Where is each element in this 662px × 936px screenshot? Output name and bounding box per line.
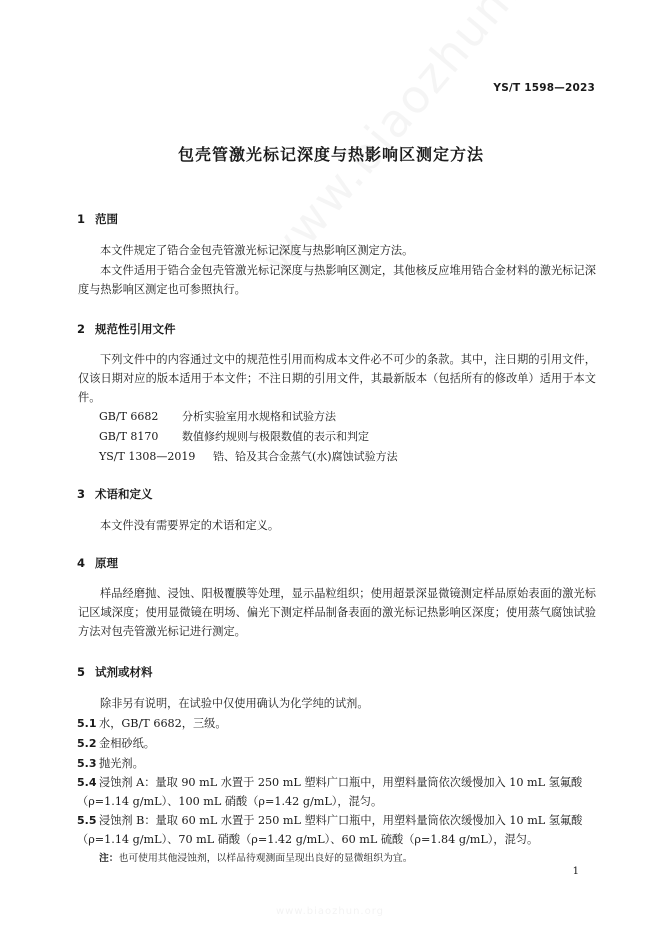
list-item bbox=[77, 734, 597, 753]
section-4-heading bbox=[77, 555, 118, 571]
reference-code: GB/T 8170 bbox=[99, 430, 159, 443]
reference-item bbox=[99, 448, 398, 464]
section-5-heading bbox=[77, 664, 153, 680]
note-text: 也可使用其他浸蚀剂，以样品待观测面呈现出良好的显微组织为宜。 bbox=[118, 853, 413, 864]
item-text: 浸蚀剂 A：量取 90 mL 水置于 250 mL 塑料广口瓶中，用塑料量筒依次缓慢加入 10 mL 氢氟酸（ρ=1.14 g/mL）、100 mL 硝酸（ρ=1.42 g/mL），混匀。 bbox=[77, 776, 583, 808]
standard-number: YS/T 1598—2023 bbox=[493, 82, 595, 94]
section-2-paragraph-1: 下列文件中的内容通过文中的规范性引用而构成本文件必不可少的条款。其中，注日期的引用文件，仅该日期对应的版本适用于本文件；不注日期的引用文件，其最新版本（包括所有的修改单）适用于本文件。 bbox=[78, 353, 596, 404]
list-item bbox=[77, 773, 597, 811]
section-title: 试剂或材料 bbox=[95, 665, 153, 679]
section-4-paragraph-1: 样品经磨抛、浸蚀、阳极覆膜等处理，显示晶粒组织；使用超景深显微镜测定样品原始表面的激光标记区域深度；使用显微镜在明场、偏光下测定样品制备表面的激光标记热影响区深度；使用蒸气腐蚀试验方法对包壳管激光标记进行测定。 bbox=[78, 587, 596, 638]
section-title: 术语和定义 bbox=[95, 487, 153, 501]
item-text: 浸蚀剂 B：量取 60 mL 水置于 250 mL 塑料广口瓶中，用塑料量筒依次缓慢加入 10 mL 氢氟酸（ρ=1.14 g/mL）、70 mL 硝酸（ρ=1.42 g/mL）、60 mL 硫酸（ρ=1.84 g/mL），混匀。 bbox=[77, 814, 583, 846]
section-3-paragraph-1: 本文件没有需要界定的术语和定义。 bbox=[100, 519, 280, 532]
item-text: 金相砂纸。 bbox=[99, 737, 155, 750]
item-number: 5.1 bbox=[77, 717, 97, 730]
section-title: 范围 bbox=[95, 212, 118, 226]
section-number: 4 bbox=[77, 556, 86, 570]
section-1-heading bbox=[77, 211, 118, 227]
section-5-intro: 除非另有说明，在试验中仅使用确认为化学纯的试剂。 bbox=[100, 697, 369, 710]
item-text: 抛光剂。 bbox=[99, 757, 144, 770]
section-title: 原理 bbox=[95, 556, 118, 570]
note-label: 注： bbox=[99, 853, 119, 864]
reference-item bbox=[99, 408, 336, 424]
item-number: 5.4 bbox=[77, 776, 97, 789]
note bbox=[99, 850, 413, 864]
document-title: 包壳管激光标记深度与热影响区测定方法 bbox=[177, 145, 484, 164]
reference-code: YS/T 1308—2019 bbox=[99, 450, 196, 463]
item-number: 5.5 bbox=[77, 814, 97, 827]
page-number: 1 bbox=[572, 866, 579, 877]
list-item bbox=[77, 714, 597, 733]
reference-code: GB/T 6682 bbox=[99, 410, 159, 423]
list-item bbox=[77, 754, 597, 773]
section-2-heading bbox=[77, 321, 176, 337]
item-text: 水，GB/T 6682，三级。 bbox=[99, 717, 227, 730]
section-1-paragraph-2: 本文件适用于锆合金包壳管激光标记深度与热影响区测定，其他核反应堆用锆合金材料的激光标记深度与热影响区测定也可参照执行。 bbox=[78, 264, 596, 296]
reference-title: 数值修约规则与极限数值的表示和判定 bbox=[182, 430, 369, 443]
item-number: 5.3 bbox=[77, 757, 97, 770]
section-number: 2 bbox=[77, 322, 86, 336]
reference-item bbox=[99, 428, 369, 444]
footer-watermark: www.biaozhun.org bbox=[275, 906, 384, 917]
section-number: 1 bbox=[77, 212, 86, 226]
section-3-heading bbox=[77, 486, 153, 502]
list-item bbox=[77, 811, 597, 849]
item-number: 5.2 bbox=[77, 737, 97, 750]
reference-title: 分析实验室用水规格和试验方法 bbox=[182, 410, 336, 423]
section-number: 5 bbox=[77, 665, 86, 679]
reference-title: 锆、铪及其合金蒸气(水)腐蚀试验方法 bbox=[213, 450, 398, 463]
section-1-paragraph-1: 本文件规定了锆合金包壳管激光标记深度与热影响区测定方法。 bbox=[100, 244, 414, 257]
section-number: 3 bbox=[77, 487, 86, 501]
section-title: 规范性引用文件 bbox=[95, 322, 176, 336]
